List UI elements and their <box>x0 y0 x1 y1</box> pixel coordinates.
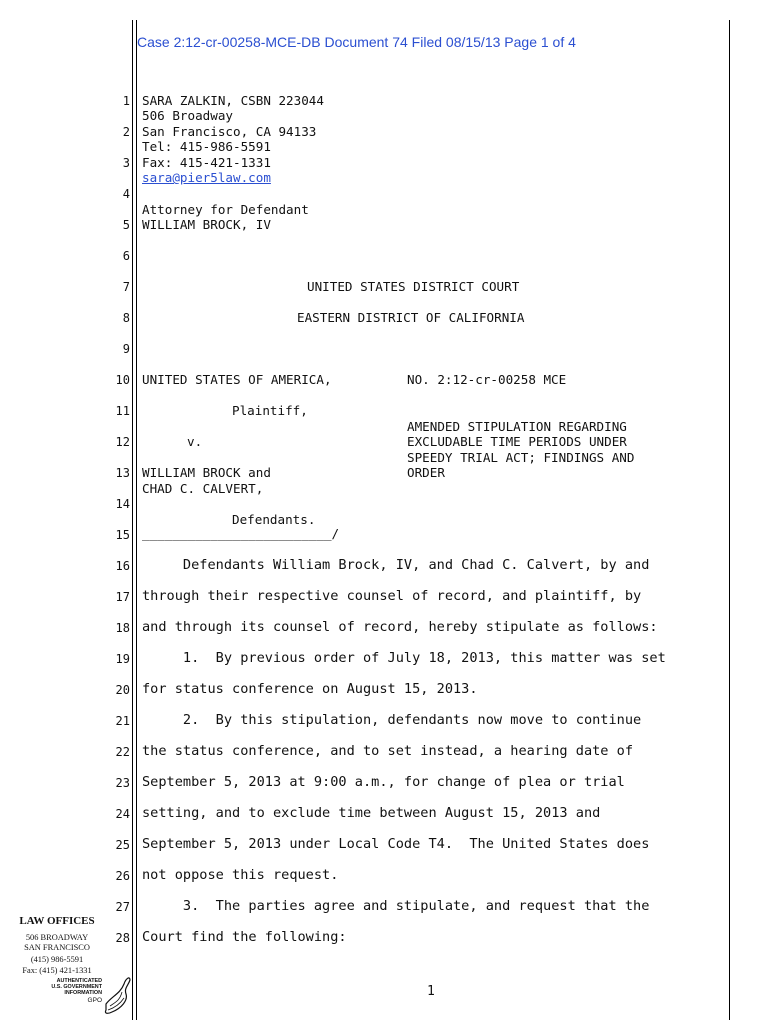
gpo-text-authenticated: AUTHENTICATED <box>56 978 102 984</box>
caption-defendants-line-1: WILLIAM BROCK and <box>142 465 271 480</box>
line-number: 28 <box>115 931 130 945</box>
gpo-text-gpo: GPO <box>87 997 102 1004</box>
law-offices-title: LAW OFFICES <box>19 915 95 927</box>
body-line: September 5, 2013 under Local Code T4. The United States does <box>142 836 650 852</box>
body-line: the status conference, and to set instead, a hearing date of <box>142 743 634 759</box>
line-number: 24 <box>115 807 130 821</box>
caption-plaintiff-role: Plaintiff, <box>232 403 308 418</box>
court-district: EASTERN DISTRICT OF CALIFORNIA <box>297 310 525 325</box>
caption-defendants-role: Defendants. <box>232 512 316 527</box>
line-number: 21 <box>115 714 130 728</box>
line-number: 26 <box>115 869 130 883</box>
law-offices-street: 506 BROADWAY <box>25 933 89 942</box>
line-number: 23 <box>115 776 130 790</box>
line-number: 16 <box>115 559 130 573</box>
line-number: 3 <box>122 156 130 170</box>
body-line: 1. By previous order of July 18, 2013, this matter was set <box>142 650 666 666</box>
line-number: 4 <box>122 187 130 201</box>
doc-title-line-2: EXCLUDABLE TIME PERIODS UNDER <box>407 434 627 449</box>
law-offices-city: SAN FRANCISCO <box>24 943 90 952</box>
page-number: 1 <box>427 984 435 999</box>
eagle-icon <box>102 974 132 1018</box>
attorney-tel: Tel: 415-986-5591 <box>142 139 271 154</box>
gpo-text-us-government: U.S. GOVERNMENT <box>51 984 102 990</box>
caption-signature-line: _________________________/ <box>142 526 340 541</box>
doc-title-line-4: ORDER <box>407 465 445 480</box>
body-line: not oppose this request. <box>142 867 339 883</box>
body-line: 2. By this stipulation, defendants now move to continue <box>142 712 642 728</box>
body-line: 3. The parties agree and stipulate, and request that the <box>142 898 650 914</box>
body-line: through their respective counsel of record, and plaintiff, by <box>142 588 642 604</box>
line-number: 9 <box>122 342 130 356</box>
line-number: 19 <box>115 652 130 666</box>
line-number: 22 <box>115 745 130 759</box>
line-number: 15 <box>115 528 130 542</box>
line-number: 1 <box>122 94 130 108</box>
gpo-authentication-seal <box>40 974 130 1018</box>
attorney-fax: Fax: 415-421-1331 <box>142 155 271 170</box>
left-margin-rule-inner <box>136 20 137 1020</box>
attorney-role: Attorney for Defendant <box>142 202 309 217</box>
attorney-street: 506 Broadway <box>142 108 233 123</box>
line-number: 20 <box>115 683 130 697</box>
law-offices-fax: Fax: (415) 421-1331 <box>22 966 92 975</box>
court-name: UNITED STATES DISTRICT COURT <box>307 279 520 294</box>
line-number: 6 <box>122 249 130 263</box>
law-offices-phone: (415) 986-5591 <box>30 955 84 964</box>
line-number: 18 <box>115 621 130 635</box>
line-number: 5 <box>122 218 130 232</box>
caption-plaintiff: UNITED STATES OF AMERICA, <box>142 372 332 387</box>
caption-versus: v. <box>187 434 203 449</box>
line-number: 11 <box>115 404 130 418</box>
caption-defendants-line-2: CHAD C. CALVERT, <box>142 481 264 496</box>
case-number: NO. 2:12-cr-00258 MCE <box>407 372 567 387</box>
attorney-client: WILLIAM BROCK, IV <box>142 217 271 232</box>
line-number: 14 <box>115 497 130 511</box>
case-header: Case 2:12-cr-00258-MCE-DB Document 74 Filed 08/15/13 Page 1 of 4 <box>137 34 576 50</box>
line-number: 25 <box>115 838 130 852</box>
body-line: September 5, 2013 at 9:00 a.m., for change of plea or trial <box>142 774 625 790</box>
doc-title-line-3: SPEEDY TRIAL ACT; FINDINGS AND <box>407 450 635 465</box>
line-number: 2 <box>122 125 130 139</box>
body-line: setting, and to exclude time between August 15, 2013 and <box>142 805 601 821</box>
body-line: Court find the following: <box>142 929 347 945</box>
line-number: 7 <box>122 280 130 294</box>
line-number: 8 <box>122 311 130 325</box>
line-number: 27 <box>115 900 130 914</box>
body-line: and through its counsel of record, hereby stipulate as follows: <box>142 619 658 635</box>
body-line: for status conference on August 15, 2013. <box>142 681 478 697</box>
attorney-city: San Francisco, CA 94133 <box>142 124 317 139</box>
line-number: 12 <box>115 435 130 449</box>
left-margin-rule-outer <box>132 20 133 1020</box>
attorney-name: SARA ZALKIN, CSBN 223044 <box>142 93 324 108</box>
line-number: 13 <box>115 466 130 480</box>
gpo-text-information: INFORMATION <box>64 990 102 996</box>
line-number: 10 <box>115 373 130 387</box>
line-number: 17 <box>115 590 130 604</box>
body-line: Defendants William Brock, IV, and Chad C. Calvert, by and <box>142 557 650 573</box>
doc-title-line-1: AMENDED STIPULATION REGARDING <box>407 419 627 434</box>
right-margin-rule <box>729 20 730 1020</box>
attorney-email-link[interactable]: sara@pier5law.com <box>142 170 271 185</box>
